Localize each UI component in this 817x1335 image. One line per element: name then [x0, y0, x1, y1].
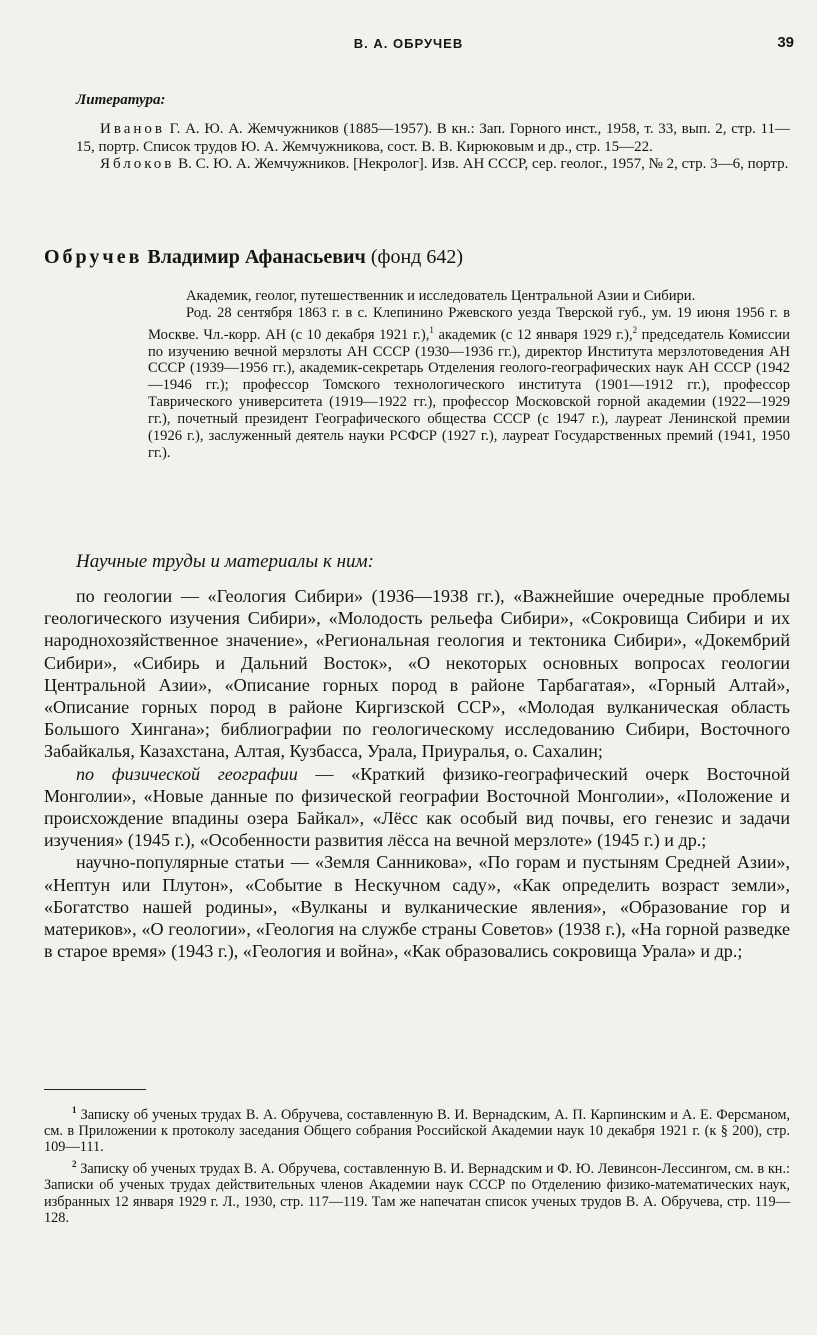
- person-given-names: Владимир Афанасьевич: [142, 246, 366, 268]
- footnote-divider: [44, 1089, 146, 1090]
- fond-label: (фонд 642): [365, 246, 463, 268]
- footnote-ref: 2: [632, 324, 638, 335]
- bio-details-part: председатель Комиссии по изучению вечной мерзлоты АН СССР (1930—1936 гг.), директор Института мерзлотоведения АН СССР (1939—1956 гг.), академик-секретарь Отделения геолого-географических наук АН СССР (1942—1946 гг.); профессор Томского технологического института (1901—1912 гг.), профессор Таврического университета (1919—1922 гг.), профессор Московской горной академии (1922—1929 гг.), почетный президент Географического общества СССР (с 1947 г.), лауреат Ленинской премии (1926 г.), заслуженный деятель науки РСФСР (1927 г.), лауреат Государственных премий (1941, 1950 гг.).: [148, 326, 790, 462]
- footnote: [44, 1156, 790, 1226]
- footnote-mark: 1: [72, 1105, 77, 1115]
- bio-summary: Академик, геолог, путешественник и исследователь Центральной Азии и Сибири.: [186, 288, 696, 304]
- literature-heading: Литература:: [76, 92, 166, 108]
- literature-author: Иванов: [100, 121, 165, 137]
- running-header: [0, 36, 817, 56]
- person-surname: Обручев: [44, 246, 143, 268]
- footnotes: [44, 1102, 790, 1227]
- works-list: — «Земля Санникова», «По горам и пустыням Средней Азии», «Нептун или Плутон», «Событие в Нескучном саду», «Как определить возраст земли», «Богатство нашей родины», «Вулканы и вулканические явления», «Образование гор и материков», «О геологии», «Геология на службе страны Советов» (1938 г.), «На горной разведке в старое время» (1943 г.), «Геология и война», «Как образовались сокровища Урала» и др.;: [44, 852, 791, 962]
- footnote-mark: 2: [72, 1159, 77, 1170]
- fond-heading: [44, 246, 804, 269]
- literature-text: Г. А. Ю. А. Жемчужников (1885—1957). В кн.: Зап. Горного инст., 1958, т. 33, вып. 2, стр. 11—15, портр. Список трудов Ю. А. Жемчужникова, сост. В. В. Кирюковым и др., стр. 15—22.: [76, 121, 790, 155]
- bio-details: [148, 305, 790, 462]
- bio-details-part: Род. 28 сентября 1863 г. в с. Клепинино Ржевского уезда Тверской губ., ум. 19 июня 1956 г. в Москве. Чл.-корр. АН (с 10 декабря 1921 г.),: [148, 304, 790, 343]
- biography: [148, 288, 790, 462]
- works-category: по геологии: [76, 586, 173, 606]
- works-category: научно-популярные статьи: [76, 852, 285, 873]
- bio-details-part: академик (с 12 января 1929 г.),: [433, 326, 633, 343]
- works-list: — «Краткий физико-географический очерк Восточной Монголии», «Новые данные по физической географии Восточной Монголии», «Положение и происхождение впадины озера Байкал», «Лёсс как особый вид почвы, его генезис и задачи изучения» (1945 г.), «Особенности развития лёсса на вечной мерзлоте» (1945 г.) и др.;: [44, 763, 790, 851]
- works-paragraph: [44, 585, 790, 763]
- literature-text: В. С. Ю. А. Жемчужников. [Некролог]. Изв. АН СССР, сер. геолог., 1957, № 2, стр. 3—6, портр.: [174, 156, 789, 172]
- works-paragraph: [44, 851, 790, 962]
- footnote-text: Записку об ученых трудах В. А. Обручева, составленную В. И. Вернадским, А. П. Карпинским и А. Е. Ферсманом, см. в Приложении к протоколу заседания Общего собрания Российской Академии наук 10 декабря 1921 г. (к § 200), стр. 109—111.: [44, 1106, 790, 1156]
- literature-entry: [76, 121, 790, 156]
- works-list: — «Геология Сибири» (1936—1938 гг.), «Важнейшие очередные проблемы геологического изучения Сибири», «Молодость рельефа Сибири», «Сокровища Сибири и их народнохозяйственное значение», «Региональная геология и тектоника Сибири», «Докембрий Сибири», «Сибирь и Дальний Восток», «О некоторых основных вопросах геологии Центральной Азии», «Описание горных пород в районе Тарбагатая», «Горный Алтай», «Описание горных пород в районе Киргизской ССР», «Молодая вулканическая область Большого Хингана»; библиографии по геологическому исследованию Сибири, Восточного Забайкалья, Казахстана, Алтая, Кузбасса, Урала, Приуралья, о. Сахалин;: [44, 586, 790, 762]
- works-paragraph: [44, 763, 790, 852]
- footnote-text: Записку об ученых трудах В. А. Обручева, составленную В. И. Вернадским и Ф. Ю. Левинсон-Лессингом, см. в кн.: Записки об ученых трудах действительных членов Академии наук СССР по Отделению физико-математических наук, избранных 12 января 1929 г. Л., 1930, стр. 117—119. Там же напечатан список ученых трудов В. А. Обручева, стр. 119—128.: [44, 1161, 790, 1226]
- footnote-ref: 1: [429, 324, 434, 335]
- works-body: [44, 585, 790, 962]
- literature-author: Яблоков: [100, 156, 175, 172]
- literature-entry: [76, 156, 790, 174]
- works-heading: Научные труды и материалы к ним:: [76, 551, 374, 572]
- literature-list: [76, 121, 790, 174]
- works-category: по физической географии: [76, 763, 298, 784]
- footnote: [44, 1102, 790, 1155]
- running-title: В. А. ОБРУЧЕВ: [353, 36, 464, 51]
- page-number: 39: [777, 34, 794, 51]
